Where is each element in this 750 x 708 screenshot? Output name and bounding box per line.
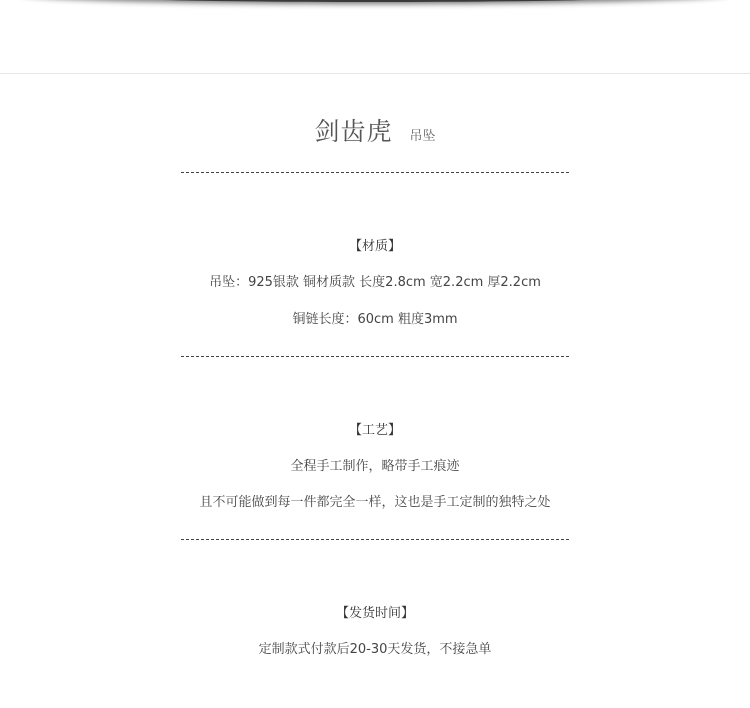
material-line: 吊坠：925银款 铜材质款 长度2.8cm 宽2.2cm 厚2.2cm — [209, 275, 541, 290]
dashed-divider — [181, 356, 569, 357]
header-divider — [0, 73, 750, 74]
top-image-shadow — [0, 0, 750, 10]
section-heading-material: 【材质】 — [348, 239, 401, 254]
dashed-divider — [181, 172, 569, 173]
dashed-divider — [181, 539, 569, 540]
shipping-line: 定制款式付款后20-30天发货，不接急单 — [258, 642, 492, 657]
craft-line: 且不可能做到每一件都完全一样，这也是手工定制的独特之处 — [199, 495, 551, 510]
product-title — [0, 112, 750, 148]
craft-line: 全程手工制作，略带手工痕迹 — [290, 459, 460, 474]
section-heading-shipping: 【发货时间】 — [335, 606, 414, 621]
section-heading-craft: 【工艺】 — [348, 423, 401, 438]
product-category: 吊坠 — [409, 129, 436, 144]
chain-line: 铜链长度：60cm 粗度3mm — [292, 312, 458, 327]
product-name: 剑齿虎 — [314, 117, 393, 146]
